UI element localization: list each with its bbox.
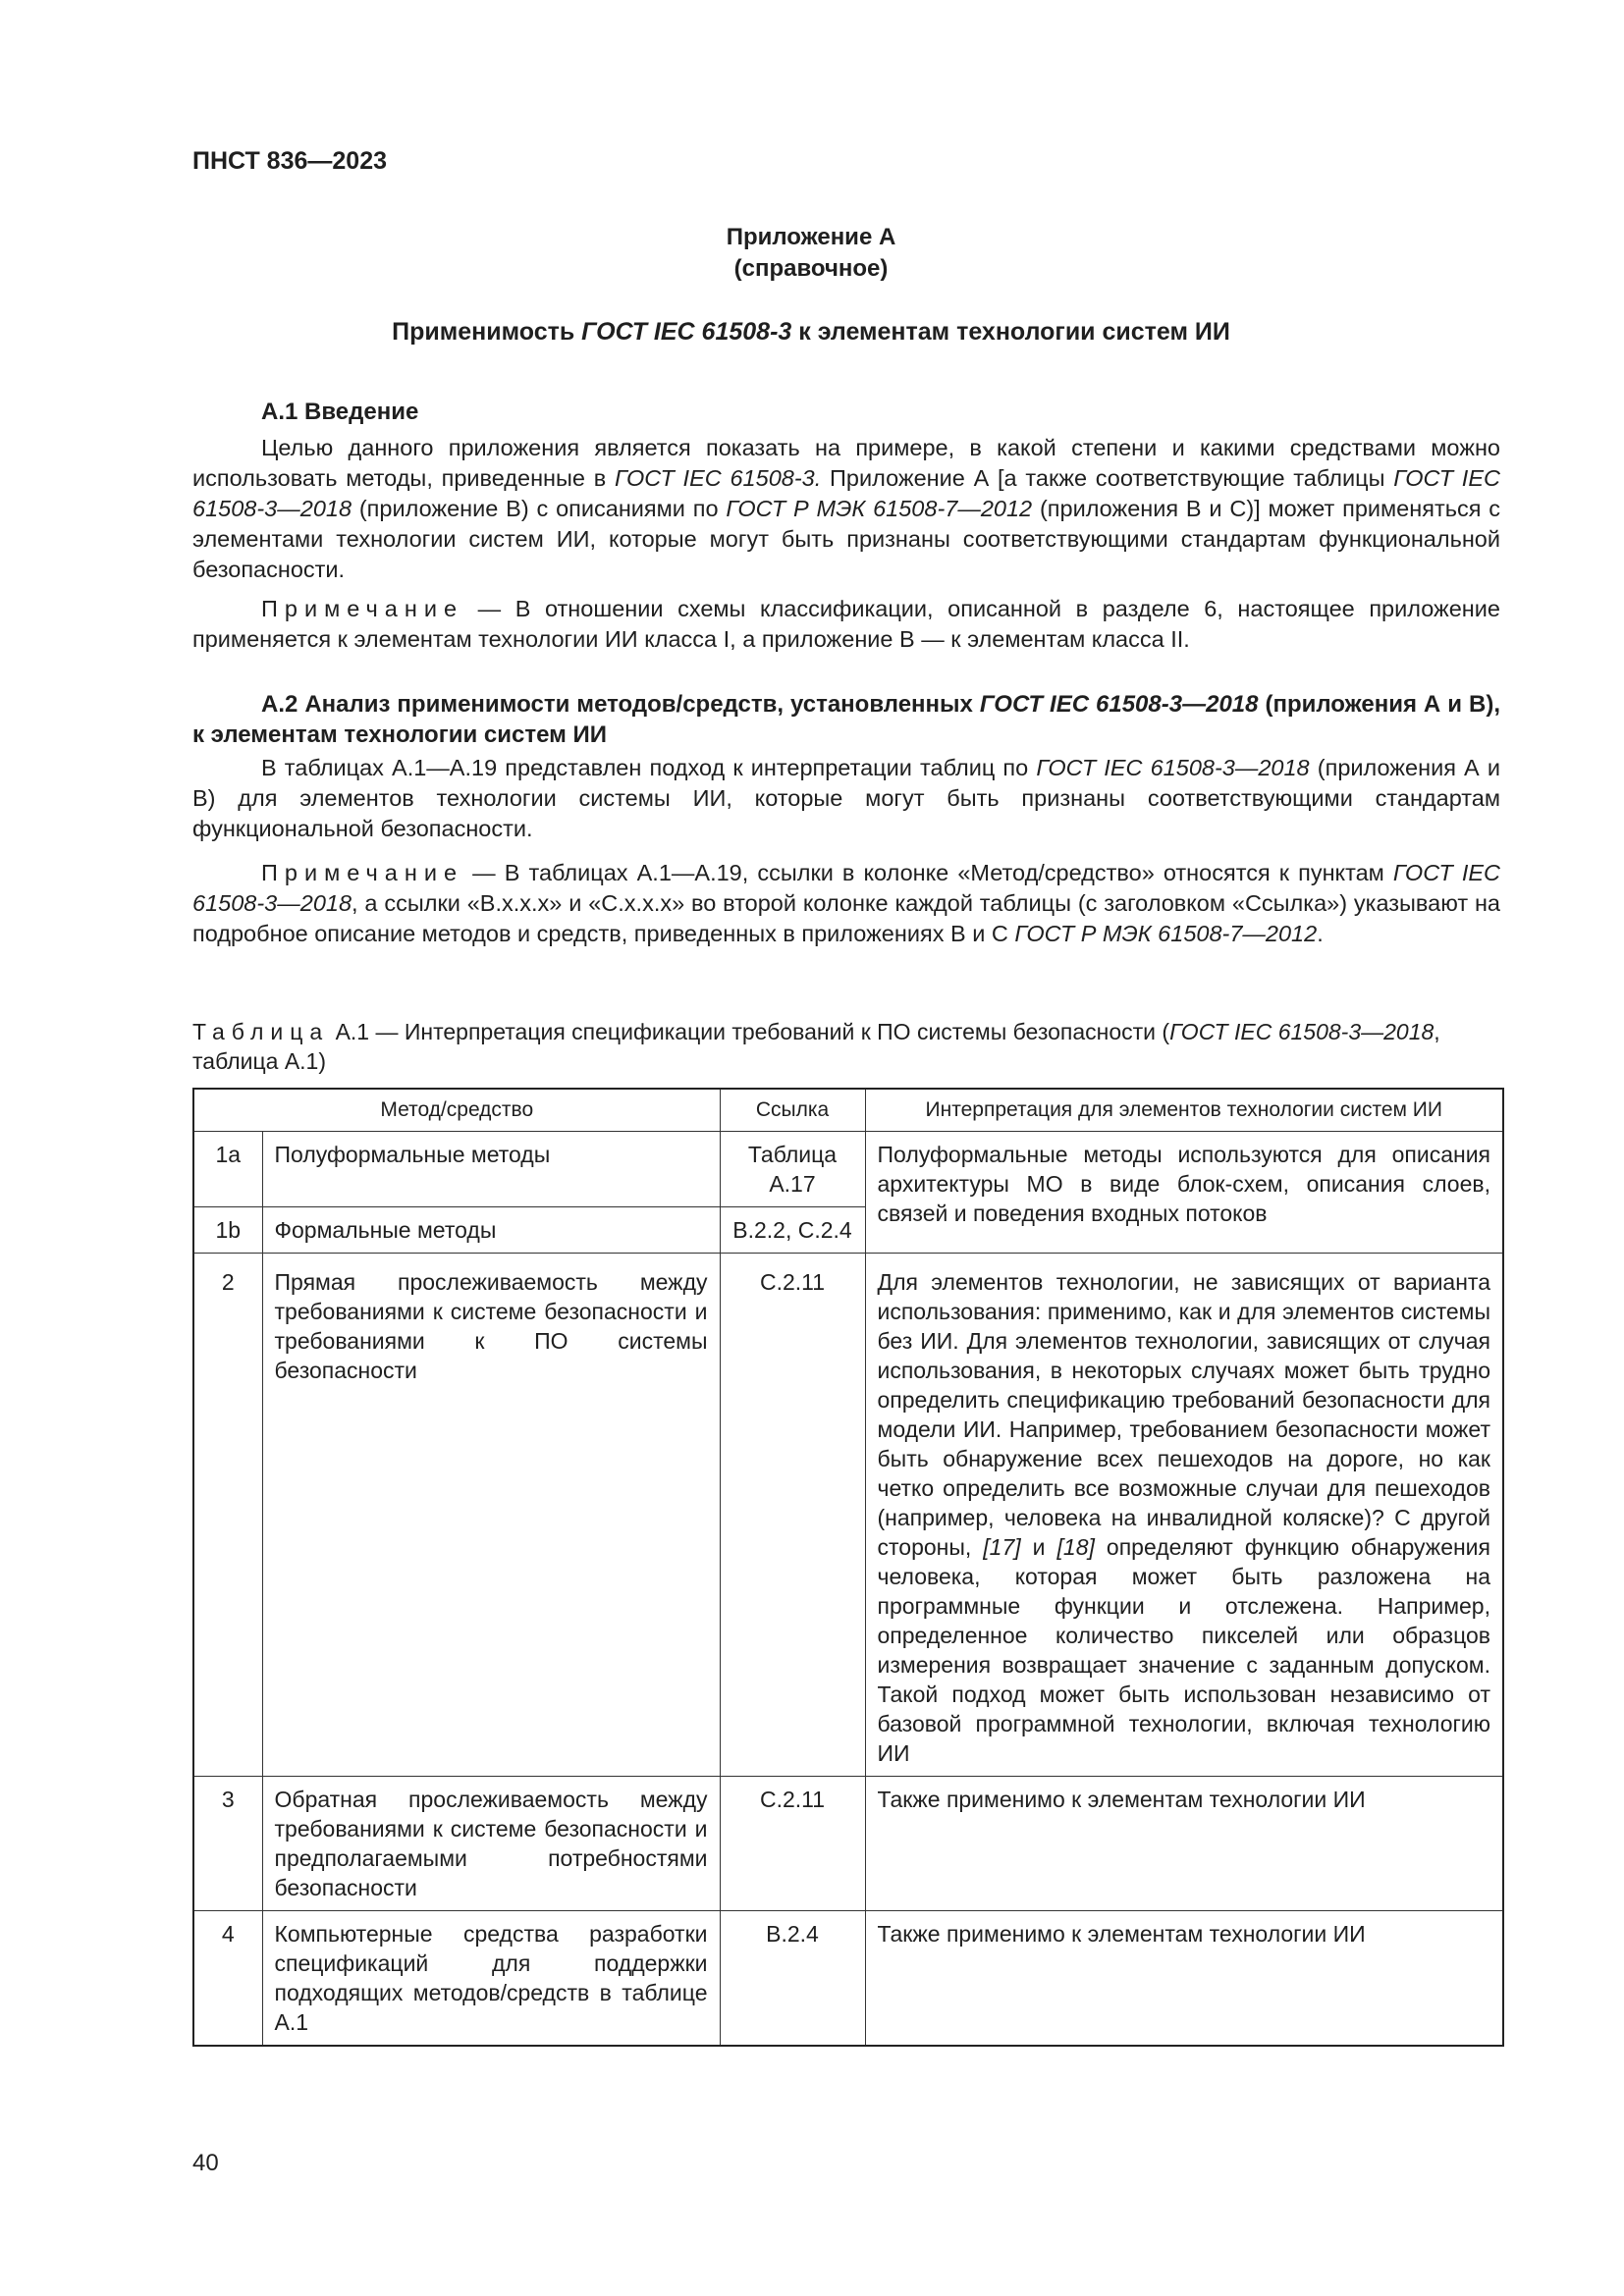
section-a2-paragraph: В таблицах А.1—А.19 представлен подход к интерпретации таблиц по ГОСТ IEC 61508-3—2018 (приложения А и В) для элементов технологии системы ИИ, которые могут быть признаны соответствующими стандартам функциональной безопасности. [192, 755, 1500, 841]
appendix-subtitle: (справочное) [733, 255, 889, 282]
row-method: Прямая прослеживаемость между требованиями к системе безопасности и требованиями к ПО системы безопасности [262, 1254, 720, 1777]
row-number: 1a [193, 1132, 262, 1207]
standard-reference: ГОСТ IEC 61508-3 [581, 318, 792, 346]
row-interpretation: Также применимо к элементам технологии ИИ [865, 1777, 1503, 1911]
row-number: 2 [193, 1254, 262, 1777]
row-number: 3 [193, 1777, 262, 1911]
table-row [193, 1132, 1503, 1207]
appendix-heading: Применимость ГОСТ IEC 61508-3 к элементам технологии систем ИИ [392, 318, 1230, 346]
row-number: 1b [193, 1207, 262, 1254]
row-method: Формальные методы [262, 1207, 720, 1254]
header-method: Метод/средство [193, 1089, 720, 1132]
row-method: Обратная прослеживаемость между требованиями к системе безопасности и предполагаемыми потребностями безопасности [262, 1777, 720, 1911]
requirements-table [192, 1088, 1504, 2047]
note-label: Примечание [261, 596, 464, 621]
row-reference: C.2.11 [720, 1777, 865, 1911]
row-reference: B.2.2, C.2.4 [720, 1207, 865, 1254]
header-reference: Ссылка [720, 1089, 865, 1132]
table-row [193, 1777, 1503, 1911]
row-reference: B.2.4 [720, 1911, 865, 2047]
table-row [193, 1254, 1503, 1777]
row-interpretation: Для элементов технологии, не зависящих от варианта использования: применимо, как и для элементов системы без ИИ. Для элементов технологии, зависящих от случая использования, в некоторых случаях может быть трудно определить спецификацию требований безопасности для модели ИИ. Например, требованием безопасности может быть обнаружение всех пешеходов на дороге, но как четко определить все возможные случаи для пешеходов (например, человека на инвалидной коляске)? С другой стороны, [17] и [18] определяют функцию обнаружения человека, которая может быть разложена на программные функции и отслежена. Например, определенное количество пикселей или образцов измерения возвращает значение с заданным допуском. Такой подход может быть использован независимо от базовой программной технологии, включая технологию ИИ [865, 1254, 1503, 1777]
row-reference: C.2.11 [720, 1254, 865, 1777]
section-a1-paragraph: Целью данного приложения является показать на примере, в какой степени и какими средствами можно использовать методы, приведенные в ГОСТ IEC 61508-3. Приложение А [а также соответствующие таблицы ГОСТ IEC 61508-3—2018 (приложение В) с описаниями по ГОСТ Р МЭК 61508-7—2012 (приложения В и С)] может применяться с элементами технологии систем ИИ, которые могут быть признаны соответствующими стандартам функциональной безопасности. [192, 435, 1500, 582]
section-a2-note: Примечание — В таблицах А.1—А.19, ссылки в колонке «Метод/средство» относятся к пунктам ГОСТ IEC 61508-3—2018, а ссылки «B.x.x.x» и «C.x.x.x» во второй колонке каждой таблицы (с заголовком «Ссылка») указывают на подробное описание методов и средств, приведенных в приложениях В и С ГОСТ Р МЭК 61508-7—2012. [192, 860, 1501, 946]
table-header-row [193, 1089, 1503, 1132]
page-number: 40 [192, 2150, 219, 2176]
section-heading-a2: А.2 Анализ применимости методов/средств, установленных ГОСТ IEC 61508-3—2018 (приложения А и В), к элементам технологии систем ИИ [192, 691, 1500, 748]
row-interpretation: Также применимо к элементам технологии ИИ [865, 1911, 1503, 2047]
table-row [193, 1911, 1503, 2047]
row-method: Компьютерные средства разработки спецификаций для поддержки подходящих методов/средств в таблице А.1 [262, 1911, 720, 2047]
table-caption: Таблица А.1 — Интерпретация спецификации требований к ПО системы безопасности (ГОСТ IEC 61508-3—2018, таблица А.1) [192, 1019, 1440, 1074]
row-number: 4 [193, 1911, 262, 2047]
section-heading-a1: А.1 Введение [261, 399, 419, 425]
header-interpretation: Интерпретация для элементов технологии систем ИИ [865, 1089, 1503, 1132]
row-reference: Таблица А.17 [720, 1132, 865, 1207]
section-a1-note: Примечание — В отношении схемы классификации, описанной в разделе 6, настоящее приложение применяется к элементам технологии ИИ класса I, а приложение В — к элементам класса II. [192, 596, 1500, 652]
document-id: ПНСТ 836—2023 [192, 147, 387, 175]
row-method: Полуформальные методы [262, 1132, 720, 1207]
row-interpretation: Полуформальные методы используются для описания архитектуры МО в виде блок-схем, описания слоев, связей и поведения входных потоков [865, 1132, 1503, 1254]
note-label: Примечание [261, 860, 464, 885]
appendix-title: Приложение А [726, 224, 896, 250]
